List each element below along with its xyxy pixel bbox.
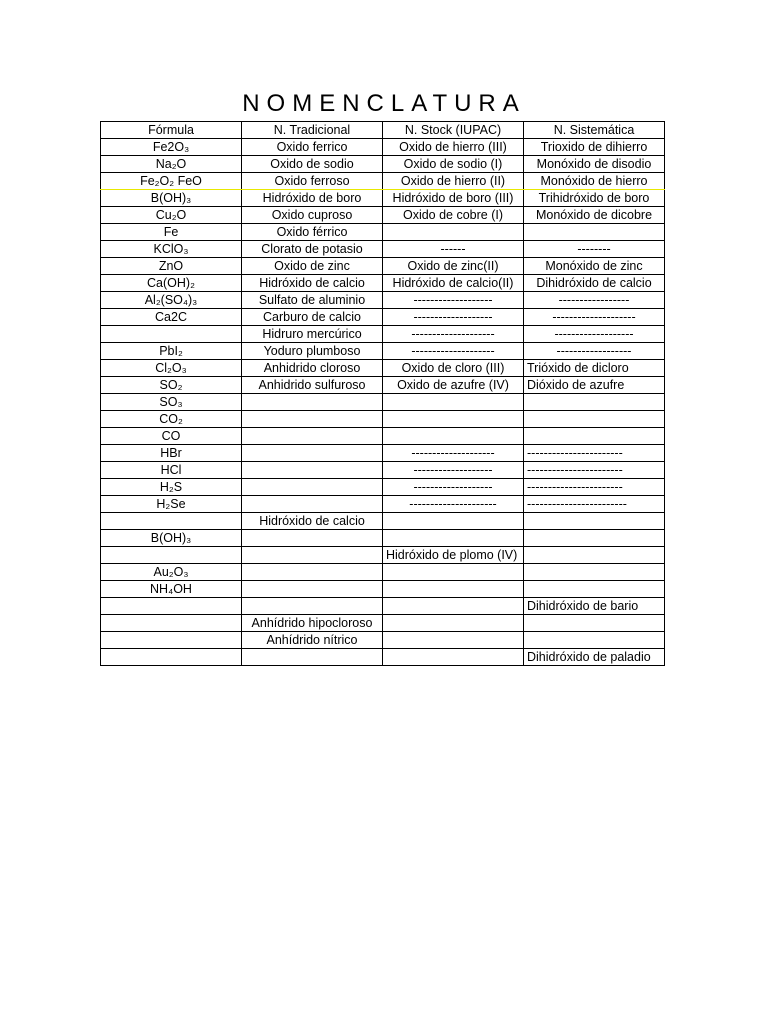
cell-stock: --------------------	[383, 343, 524, 360]
cell-systematic: Monóxido de dicobre	[524, 207, 665, 224]
cell-stock	[383, 615, 524, 632]
table-row	[101, 224, 665, 241]
cell-formula: Fe2O₃	[101, 139, 242, 156]
cell-traditional: Oxido ferroso	[242, 173, 383, 190]
cell-stock: -------------------	[383, 309, 524, 326]
header-stock: N. Stock (IUPAC)	[383, 122, 524, 139]
cell-stock	[383, 224, 524, 241]
table-row	[101, 173, 665, 190]
cell-formula: SO₃	[101, 394, 242, 411]
cell-systematic: Dihidróxido de calcio	[524, 275, 665, 292]
cell-stock: Oxido de sodio (I)	[383, 156, 524, 173]
table-row	[101, 275, 665, 292]
table-row	[101, 411, 665, 428]
cell-stock: Oxido de hierro (II)	[383, 173, 524, 190]
cell-formula	[101, 632, 242, 649]
table-row	[101, 428, 665, 445]
cell-systematic: Trióxido de dicloro	[524, 360, 665, 377]
cell-formula: KClO₃	[101, 241, 242, 258]
cell-systematic	[524, 513, 665, 530]
cell-formula: HBr	[101, 445, 242, 462]
cell-stock	[383, 581, 524, 598]
cell-traditional	[242, 564, 383, 581]
cell-formula: B(OH)₃	[101, 190, 242, 207]
cell-traditional: Anhídrido nítrico	[242, 632, 383, 649]
table-row	[101, 190, 665, 207]
cell-systematic	[524, 632, 665, 649]
table-row	[101, 530, 665, 547]
cell-traditional: Clorato de potasio	[242, 241, 383, 258]
table-row	[101, 479, 665, 496]
cell-traditional: Oxido de zinc	[242, 258, 383, 275]
cell-traditional	[242, 445, 383, 462]
cell-formula: CO	[101, 428, 242, 445]
header-traditional: N. Tradicional	[242, 122, 383, 139]
cell-stock: --------------------	[383, 326, 524, 343]
cell-formula: Fe₂O₂ FeO	[101, 173, 242, 190]
cell-formula: PbI₂	[101, 343, 242, 360]
cell-stock	[383, 649, 524, 666]
cell-formula: HCl	[101, 462, 242, 479]
cell-formula: B(OH)₃	[101, 530, 242, 547]
cell-formula	[101, 547, 242, 564]
page-title: NOMENCLATURA	[242, 90, 526, 117]
cell-systematic	[524, 547, 665, 564]
cell-stock: Oxido de zinc(II)	[383, 258, 524, 275]
cell-formula	[101, 513, 242, 530]
cell-systematic	[524, 224, 665, 241]
cell-stock: Oxido de cobre (I)	[383, 207, 524, 224]
table-row	[101, 581, 665, 598]
cell-traditional: Oxido férrico	[242, 224, 383, 241]
cell-traditional: Hidruro mercúrico	[242, 326, 383, 343]
cell-stock: Oxido de hierro (III)	[383, 139, 524, 156]
cell-formula: NH₄OH	[101, 581, 242, 598]
cell-traditional	[242, 428, 383, 445]
cell-formula: H₂Se	[101, 496, 242, 513]
cell-formula: SO₂	[101, 377, 242, 394]
cell-formula: Fe	[101, 224, 242, 241]
cell-systematic: --------	[524, 241, 665, 258]
cell-systematic: -----------------------	[524, 462, 665, 479]
cell-traditional	[242, 496, 383, 513]
cell-traditional	[242, 598, 383, 615]
table-header-row	[101, 122, 665, 139]
cell-traditional: Oxido ferrico	[242, 139, 383, 156]
nomenclature-table	[100, 121, 665, 666]
cell-systematic	[524, 615, 665, 632]
cell-systematic: ------------------------	[524, 496, 665, 513]
cell-formula: Ca(OH)₂	[101, 275, 242, 292]
table-row	[101, 343, 665, 360]
cell-traditional	[242, 394, 383, 411]
cell-systematic	[524, 428, 665, 445]
cell-formula: Au₂O₃	[101, 564, 242, 581]
cell-systematic	[524, 581, 665, 598]
cell-stock: Oxido de azufre (IV)	[383, 377, 524, 394]
cell-stock: ------	[383, 241, 524, 258]
cell-traditional	[242, 462, 383, 479]
cell-formula: Cl₂O₃	[101, 360, 242, 377]
header-formula: Fórmula	[101, 122, 242, 139]
table-row	[101, 547, 665, 564]
cell-systematic: Monóxido de zinc	[524, 258, 665, 275]
cell-stock: Oxido de cloro (III)	[383, 360, 524, 377]
cell-stock: -------------------	[383, 479, 524, 496]
cell-formula: H₂S	[101, 479, 242, 496]
cell-systematic: --------------------	[524, 309, 665, 326]
table-row	[101, 292, 665, 309]
cell-systematic	[524, 411, 665, 428]
cell-formula	[101, 615, 242, 632]
header-systematic: N. Sistemática	[524, 122, 665, 139]
table-row	[101, 156, 665, 173]
cell-stock	[383, 632, 524, 649]
cell-traditional: Carburo de calcio	[242, 309, 383, 326]
cell-traditional: Anhídrido hipocloroso	[242, 615, 383, 632]
table-row	[101, 377, 665, 394]
cell-stock: --------------------	[383, 445, 524, 462]
cell-stock: ---------------------	[383, 496, 524, 513]
table-row	[101, 649, 665, 666]
cell-formula	[101, 649, 242, 666]
cell-traditional	[242, 530, 383, 547]
cell-traditional: Oxido cuproso	[242, 207, 383, 224]
cell-systematic	[524, 530, 665, 547]
cell-formula: ZnO	[101, 258, 242, 275]
cell-stock	[383, 598, 524, 615]
table-row	[101, 139, 665, 156]
cell-systematic: -----------------	[524, 292, 665, 309]
table-row	[101, 513, 665, 530]
cell-systematic: Monóxido de disodio	[524, 156, 665, 173]
cell-formula: Ca2C	[101, 309, 242, 326]
cell-systematic: Dióxido de azufre	[524, 377, 665, 394]
cell-stock: -------------------	[383, 462, 524, 479]
cell-systematic: Dihidróxido de bario	[524, 598, 665, 615]
table-row	[101, 309, 665, 326]
cell-traditional: Hidróxido de calcio	[242, 275, 383, 292]
cell-stock: -------------------	[383, 292, 524, 309]
cell-systematic: -------------------	[524, 326, 665, 343]
table-row	[101, 615, 665, 632]
cell-stock: Hidróxido de calcio(II)	[383, 275, 524, 292]
cell-traditional: Hidróxido de boro	[242, 190, 383, 207]
cell-stock	[383, 513, 524, 530]
cell-stock: Hidróxido de boro (III)	[383, 190, 524, 207]
cell-traditional: Yoduro plumboso	[242, 343, 383, 360]
cell-traditional	[242, 547, 383, 564]
cell-formula: Na₂O	[101, 156, 242, 173]
cell-formula: Al₂(SO₄)₃	[101, 292, 242, 309]
cell-traditional: Anhidrido cloroso	[242, 360, 383, 377]
cell-stock	[383, 411, 524, 428]
table-row	[101, 394, 665, 411]
table-row	[101, 360, 665, 377]
cell-stock	[383, 530, 524, 547]
cell-traditional: Sulfato de aluminio	[242, 292, 383, 309]
table-row	[101, 632, 665, 649]
cell-stock: Hidróxido de plomo (IV)	[383, 547, 524, 564]
cell-systematic: Dihidróxido de paladio	[524, 649, 665, 666]
cell-traditional	[242, 581, 383, 598]
cell-systematic: Trihidróxido de boro	[524, 190, 665, 207]
cell-formula	[101, 598, 242, 615]
cell-traditional: Anhidrido sulfuroso	[242, 377, 383, 394]
table-row	[101, 258, 665, 275]
cell-traditional: Oxido de sodio	[242, 156, 383, 173]
cell-stock	[383, 394, 524, 411]
table-row	[101, 326, 665, 343]
cell-systematic: Monóxido de hierro	[524, 173, 665, 190]
table-row	[101, 598, 665, 615]
cell-traditional: Hidróxido de calcio	[242, 513, 383, 530]
table-row	[101, 496, 665, 513]
cell-traditional	[242, 649, 383, 666]
table-row	[101, 241, 665, 258]
cell-formula	[101, 326, 242, 343]
cell-systematic: -----------------------	[524, 445, 665, 462]
table-row	[101, 207, 665, 224]
table-row	[101, 462, 665, 479]
cell-systematic: -----------------------	[524, 479, 665, 496]
table-row	[101, 564, 665, 581]
cell-systematic: Trioxido de dihierro	[524, 139, 665, 156]
cell-formula: CO₂	[101, 411, 242, 428]
table-row	[101, 445, 665, 462]
cell-systematic	[524, 564, 665, 581]
cell-systematic: ------------------	[524, 343, 665, 360]
cell-stock	[383, 564, 524, 581]
cell-systematic	[524, 394, 665, 411]
cell-traditional	[242, 411, 383, 428]
cell-traditional	[242, 479, 383, 496]
cell-formula: Cu₂O	[101, 207, 242, 224]
cell-stock	[383, 428, 524, 445]
